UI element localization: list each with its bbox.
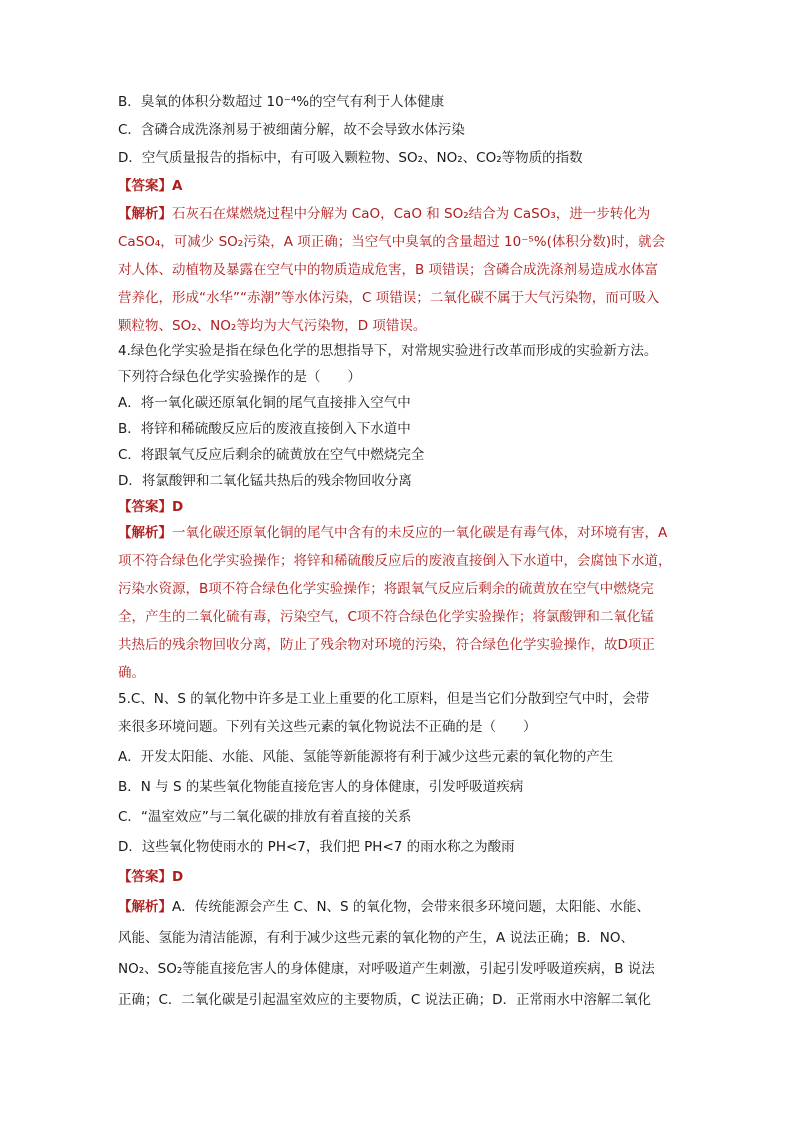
document-content xyxy=(118,92,696,1011)
answer-label: 【答案】 xyxy=(118,499,172,515)
q4-analysis-line: 污染水资源，B项不符合绿色化学实验操作；将跟氧气反应后剩余的硫黄放在空气中燃烧完 xyxy=(118,581,654,597)
q4-stem: 下列符合绿色化学实验操作的是（ ） xyxy=(118,369,361,385)
analysis-label: 【解析】 xyxy=(118,899,172,915)
q5-analysis-line: 风能、氢能为清洁能源，有利于减少这些元素的氧化物的产生，A 说法正确；B．NO、 xyxy=(118,930,635,946)
q4-option-d: D．将氯酸钾和二氧化锰共热后的残余物回收分离 xyxy=(118,473,412,489)
q5-analysis-line: 【解析】A．传统能源会产生 C、N、S 的氧化物，会带来很多环境问题，太阳能、水能、 xyxy=(118,899,650,915)
q3-analysis-line: 【解析】石灰石在煤燃烧过程中分解为 CaO，CaO 和 SO₂结合为 CaSO₃，进一步转化为 xyxy=(118,206,651,222)
q5-answer xyxy=(118,867,696,888)
q5-stem: 5.C、N、S 的氧化物中许多是工业上重要的化工原料，但是当它们分散到空气中时，会带 xyxy=(118,691,650,707)
q5-option-d: D．这些氧化物使雨水的 PH<7，我们把 PH<7 的雨水称之为酸雨 xyxy=(118,839,515,855)
q5-option-b: B．N 与 S 的某些氧化物能直接危害人的身体健康，引发呼吸道疾病 xyxy=(118,779,524,795)
q4-answer xyxy=(118,497,696,518)
q4-analysis-line: 项不符合绿色化学实验操作；将锌和稀硫酸反应后的废液直接倒入下水道中，会腐蚀下水道， xyxy=(118,553,672,569)
analysis-label: 【解析】 xyxy=(118,525,172,541)
answer-value: A xyxy=(172,178,183,194)
q5-stem: 来很多环境问题。下列有关这些元素的氧化物说法不正确的是（ ） xyxy=(118,719,537,735)
q5-option-c: C．“温室效应”与二氧化碳的排放有着直接的关系 xyxy=(118,809,412,825)
answer-label: 【答案】 xyxy=(118,178,172,194)
q3-analysis-line: 营养化，形成“水华”“赤潮”等水体污染，C 项错误；二氧化碳不属于大气污染物，而可吸入 xyxy=(118,290,660,306)
q4-analysis-line: 确。 xyxy=(118,665,145,681)
q4-option-a: A．将一氧化碳还原氧化铜的尾气直接排入空气中 xyxy=(118,395,411,411)
q4-analysis-line: 共热后的残余物回收分离，防止了残余物对环境的污染，符合绿色化学实验操作，故D项正 xyxy=(118,637,655,653)
q5-option-a: A．开发太阳能、水能、风能、氢能等新能源将有利于减少这些元素的氧化物的产生 xyxy=(118,749,614,765)
q3-option-d: D．空气质量报告的指标中，有可吸入颗粒物、SO₂、NO₂、CO₂等物质的指数 xyxy=(118,150,583,166)
q3-option-b: B．臭氧的体积分数超过 10⁻⁴%的空气有利于人体健康 xyxy=(118,94,445,110)
answer-label: 【答案】 xyxy=(118,869,172,885)
q5-analysis-line: 正确；C．二氧化碳是引起温室效应的主要物质，C 说法正确；D．正常雨水中溶解二氧化 xyxy=(118,992,652,1008)
q3-answer xyxy=(118,176,696,197)
q3-analysis-line: CaSO₄，可减少 SO₂污染，A 项正确；当空气中臭氧的含量超过 10⁻⁵%(体积分数)时，就会 xyxy=(118,234,666,250)
q3-option-c: C．含磷合成洗涤剂易于被细菌分解，故不会导致水体污染 xyxy=(118,122,465,138)
q4-option-c: C．将跟氧气反应后剩余的硫黄放在空气中燃烧完全 xyxy=(118,447,425,463)
analysis-label: 【解析】 xyxy=(118,206,172,222)
q3-analysis-line: 颗粒物、SO₂、NO₂等均为大气污染物，D 项错误。 xyxy=(118,318,427,334)
q4-analysis-line: 全，产生的二氧化硫有毒，污染空气，C项不符合绿色化学实验操作；将氯酸钾和二氧化锰 xyxy=(118,609,654,625)
q3-analysis-line: 对人体、动植物及暴露在空气中的物质造成危害，B 项错误；含磷合成洗涤剂易造成水体富 xyxy=(118,262,659,278)
q4-analysis-line: 【解析】一氧化碳还原氧化铜的尾气中含有的未反应的一氧化碳是有毒气体，对环境有害，A xyxy=(118,525,668,541)
q4-stem: 4.绿色化学实验是指在绿色化学的思想指导下，对常规实验进行改革而形成的实验新方法。 xyxy=(118,343,658,359)
q4-option-b: B．将锌和稀硫酸反应后的废液直接倒入下水道中 xyxy=(118,421,411,437)
answer-value: D xyxy=(172,869,184,885)
q5-analysis-line: NO₂、SO₂等能直接危害人的身体健康，对呼吸道产生刺激，引起引发呼吸道疾病，B 说法 xyxy=(118,961,655,977)
answer-value: D xyxy=(172,499,184,515)
